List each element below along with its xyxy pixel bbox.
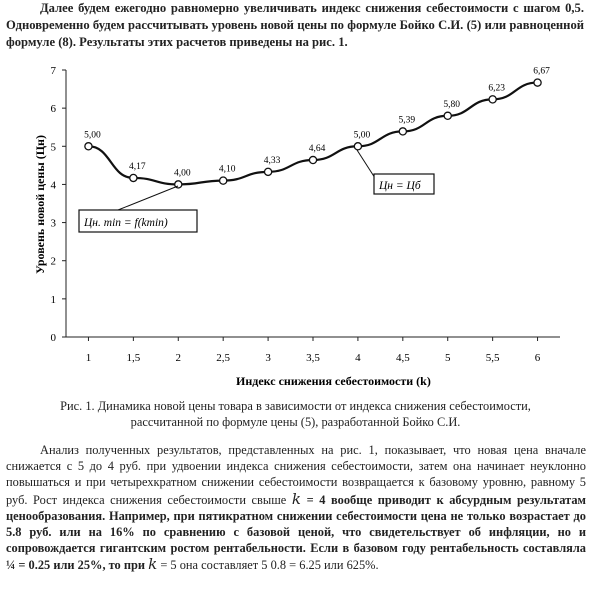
annotation-eq-text: Цн = Цб bbox=[379, 180, 421, 192]
data-point bbox=[534, 79, 541, 86]
y-axis-title: Уровень новой цены (Цн) bbox=[33, 135, 47, 274]
annotation-eq-leader bbox=[357, 150, 375, 178]
x-tick-label: 1,5 bbox=[126, 352, 141, 364]
data-label: 4,17 bbox=[129, 161, 146, 172]
intro-text: Далее будем ежегодно равномерно увеличивать индекс снижения себестоимости с шагом 0,5. Одновременно будем рассчитывать уровень новой цены по формуле Бойко С.И. (5) или равноценной формуле (8). Результаты этих расчетов приведены на рис. 1. bbox=[6, 1, 584, 49]
x-tick-label: 2 bbox=[175, 352, 182, 364]
x-tick-label: 3,5 bbox=[306, 352, 320, 364]
data-label: 5,00 bbox=[353, 130, 371, 141]
data-label: 6,23 bbox=[488, 83, 505, 94]
price-index-chart bbox=[0, 60, 591, 396]
y-tick-label: 1 bbox=[50, 293, 56, 306]
k-symbol-1: k bbox=[291, 489, 301, 508]
caption-line-2: рассчитанной по формуле цены (5), разработанной Бойко С.И. bbox=[130, 415, 461, 429]
data-point bbox=[309, 156, 316, 163]
y-tick-label: 3 bbox=[50, 217, 56, 230]
data-point bbox=[399, 128, 406, 135]
y-tick-label: 0 bbox=[50, 332, 56, 344]
x-tick-label: 3 bbox=[265, 352, 271, 364]
analysis-text-2: = 4 вообще приводит к абсурдным результатам ценообразования. Например, при пятикратном снижении себестоимости цена не только возрастает до 5.8 руб. или на 16% по сравнению с базовой ценой, что свидетельствует об инфляции, но и сопровождается гигантским ростом рентабельности. Если в базовом году рентабельность составляла ¼ = 0.25 или 25%, то при bbox=[6, 492, 586, 573]
x-tick-label: 5,5 bbox=[485, 352, 500, 364]
analysis-text-1: Анализ полученных результатов, представленных на рис. 1, показывает, что новая цена вначале снижается с 5 до 4 руб. при удвоении индекса снижения себестоимости, затем она начинает неуклонно повышаться и при четырехкратном снижении себестоимости возвращается к базовому уровню, равному 5 руб. Рост индекса снижения себестоимости свыше bbox=[6, 443, 586, 507]
y-tick-label: 5 bbox=[50, 141, 56, 154]
data-point bbox=[130, 174, 137, 181]
price-series-line bbox=[88, 83, 537, 185]
data-label: 6,67 bbox=[533, 66, 550, 77]
data-point bbox=[444, 112, 451, 119]
data-label: 4,00 bbox=[173, 168, 191, 179]
data-label: 5,00 bbox=[84, 130, 101, 141]
y-tick-label: 6 bbox=[50, 103, 56, 116]
x-axis-title: Индекс снижения себестоимости (k) bbox=[236, 374, 431, 388]
analysis-text-3: = 5 она составляет 5 0.8 = 6.25 или 625%. bbox=[160, 558, 379, 573]
data-label: 4,64 bbox=[308, 144, 326, 155]
caption-line-1: Рис. 1. Динамика новой цены товара в зависимости от индекса снижения себестоимости, bbox=[60, 399, 531, 413]
y-tick-label: 4 bbox=[50, 179, 56, 192]
x-tick-label: 1 bbox=[85, 352, 92, 364]
data-point bbox=[264, 168, 271, 175]
data-label: 4,33 bbox=[263, 155, 281, 166]
annotation-min-text: Цн. min = f(kmin) bbox=[84, 217, 168, 229]
x-tick-label: 5 bbox=[444, 352, 451, 364]
y-tick-label: 2 bbox=[50, 255, 56, 268]
k-symbol-2: k bbox=[148, 555, 158, 574]
x-tick-label: 4 bbox=[355, 352, 361, 364]
data-point bbox=[354, 143, 361, 150]
annotation-min-leader bbox=[118, 186, 178, 210]
analysis-paragraph bbox=[6, 442, 586, 574]
data-label: 5,80 bbox=[443, 99, 461, 110]
figure-caption bbox=[0, 398, 591, 430]
data-point bbox=[220, 177, 227, 184]
data-point bbox=[489, 96, 496, 103]
data-label: 4,10 bbox=[218, 164, 236, 175]
x-tick-label: 6 bbox=[534, 352, 541, 364]
data-point bbox=[85, 143, 92, 150]
intro-paragraph bbox=[6, 0, 584, 51]
x-tick-label: 4,5 bbox=[395, 352, 410, 364]
y-tick-label: 7 bbox=[50, 65, 56, 77]
data-label: 5,39 bbox=[398, 115, 416, 126]
x-tick-label: 2,5 bbox=[216, 352, 231, 364]
